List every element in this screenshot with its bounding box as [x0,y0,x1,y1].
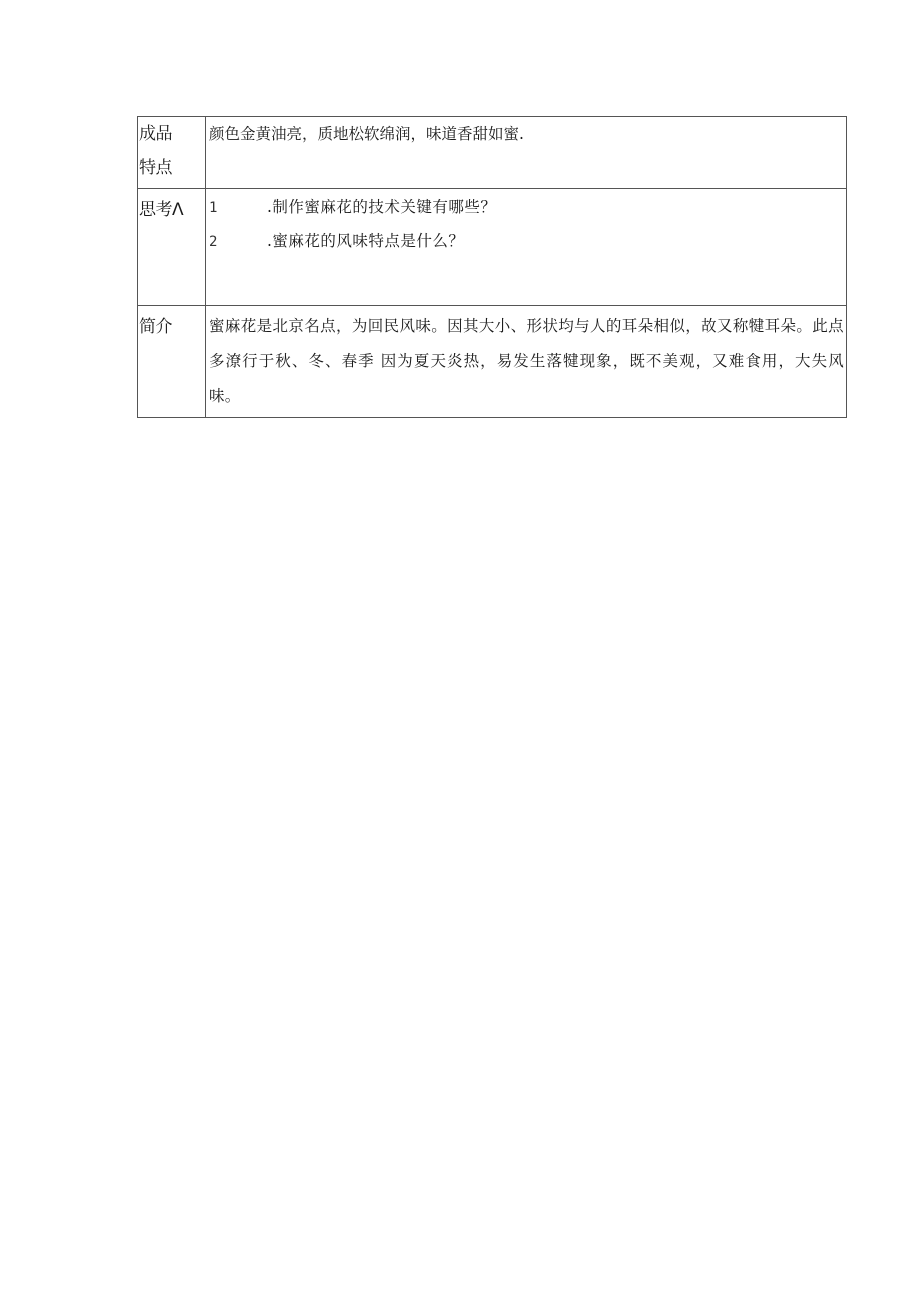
row-label-line: 思考Λ [139,200,184,220]
table-row-intro [138,306,847,418]
table-row-features [138,117,847,189]
question-number: 1 [209,200,218,216]
question-item [209,229,844,263]
row-label-line: 特点 [139,158,172,178]
question-text: .制作蜜麻花的技术关键有哪些？ [267,198,497,216]
row-label-features [138,117,206,189]
question-number: 2 [209,234,218,250]
row-label-questions [138,189,206,306]
question-item [209,195,844,229]
question-text: .蜜麻花的风味特点是什么？ [267,232,465,250]
features-text: 颜色金黄油亮，质地松软绵润，味道香甜如蜜. [206,117,847,189]
recipe-info-table [137,116,847,418]
row-label-line: 成品 [139,124,172,144]
table-row-questions [138,189,847,306]
questions-list [206,189,847,306]
row-label-intro [138,306,206,418]
row-label-line: 简介 [139,317,172,337]
intro-text: 蜜麻花是北京名点，为回民风味。因其大小、形状均与人的耳朵相似，故又称犍耳朵。此点多潦行于秋、冬、春季 因为夏天炎热，易发生落犍现象，既不美观，又难食用，大失风味。 [206,306,847,418]
